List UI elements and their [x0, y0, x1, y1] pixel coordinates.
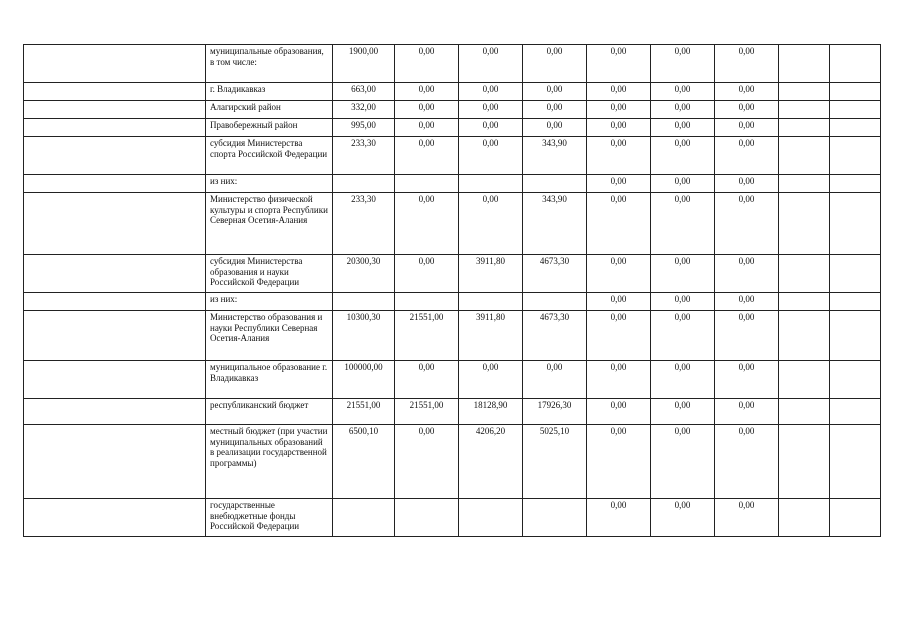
value-cell [779, 361, 830, 399]
value-cell: 0,00 [715, 83, 779, 101]
value-cell [779, 293, 830, 311]
value-cell: 0,00 [395, 137, 459, 175]
value-cell: 0,00 [651, 45, 715, 83]
value-cell: 0,00 [459, 83, 523, 101]
row-label: субсидия Министерства спорта Российской Федерации [206, 137, 333, 175]
row-blank-cell [24, 137, 206, 175]
value-cell: 0,00 [395, 83, 459, 101]
value-cell: 0,00 [651, 499, 715, 537]
value-cell: 0,00 [715, 361, 779, 399]
value-cell: 5025,10 [523, 425, 587, 499]
table-row [24, 175, 881, 193]
value-cell: 0,00 [715, 101, 779, 119]
value-cell: 0,00 [587, 101, 651, 119]
value-cell: 0,00 [651, 399, 715, 425]
table-row [24, 101, 881, 119]
value-cell [779, 83, 830, 101]
value-cell [830, 101, 881, 119]
row-label: Министерство физической культуры и спорта Республики Северная Осетия-Алания [206, 193, 333, 255]
row-blank-cell [24, 45, 206, 83]
value-cell [830, 137, 881, 175]
value-cell [830, 399, 881, 425]
value-cell: 0,00 [587, 45, 651, 83]
value-cell: 0,00 [651, 83, 715, 101]
table-row [24, 193, 881, 255]
value-cell: 4673,30 [523, 311, 587, 361]
row-blank-cell [24, 175, 206, 193]
table-row [24, 425, 881, 499]
row-label: из них: [206, 293, 333, 311]
value-cell: 233,30 [333, 137, 395, 175]
value-cell: 1900,00 [333, 45, 395, 83]
value-cell: 0,00 [459, 101, 523, 119]
value-cell [830, 311, 881, 361]
value-cell: 20300,30 [333, 255, 395, 293]
row-label: республиканский бюджет [206, 399, 333, 425]
value-cell: 0,00 [715, 255, 779, 293]
row-blank-cell [24, 311, 206, 361]
value-cell: 4673,30 [523, 255, 587, 293]
value-cell [830, 193, 881, 255]
value-cell [779, 101, 830, 119]
value-cell: 0,00 [459, 45, 523, 83]
value-cell: 0,00 [587, 175, 651, 193]
row-blank-cell [24, 293, 206, 311]
value-cell: 0,00 [587, 311, 651, 361]
value-cell: 6500,10 [333, 425, 395, 499]
value-cell: 0,00 [459, 119, 523, 137]
value-cell: 0,00 [459, 137, 523, 175]
value-cell: 100000,00 [333, 361, 395, 399]
value-cell: 18128,90 [459, 399, 523, 425]
value-cell: 3911,80 [459, 311, 523, 361]
value-cell: 0,00 [395, 255, 459, 293]
table-row [24, 255, 881, 293]
value-cell [830, 255, 881, 293]
value-cell: 0,00 [651, 119, 715, 137]
value-cell [779, 137, 830, 175]
row-label: государственные внебюджетные фонды Российской Федерации [206, 499, 333, 537]
table-row [24, 399, 881, 425]
value-cell [830, 293, 881, 311]
value-cell [333, 175, 395, 193]
value-cell [830, 83, 881, 101]
value-cell [779, 499, 830, 537]
value-cell: 0,00 [651, 175, 715, 193]
value-cell: 0,00 [587, 361, 651, 399]
value-cell: 0,00 [395, 425, 459, 499]
row-label: Министерство образования и науки Республики Северная Осетия-Алания [206, 311, 333, 361]
value-cell [395, 293, 459, 311]
value-cell: 21551,00 [395, 399, 459, 425]
value-cell [830, 175, 881, 193]
value-cell: 0,00 [651, 425, 715, 499]
value-cell: 0,00 [523, 83, 587, 101]
value-cell: 17926,30 [523, 399, 587, 425]
row-blank-cell [24, 499, 206, 537]
value-cell: 0,00 [715, 499, 779, 537]
value-cell [830, 45, 881, 83]
value-cell [779, 255, 830, 293]
row-label: г. Владикавказ [206, 83, 333, 101]
row-blank-cell [24, 193, 206, 255]
value-cell [830, 119, 881, 137]
value-cell [459, 499, 523, 537]
value-cell: 0,00 [715, 425, 779, 499]
table-row [24, 137, 881, 175]
row-label: из них: [206, 175, 333, 193]
value-cell: 0,00 [395, 45, 459, 83]
value-cell [779, 193, 830, 255]
value-cell: 0,00 [523, 119, 587, 137]
value-cell: 0,00 [587, 119, 651, 137]
row-blank-cell [24, 425, 206, 499]
value-cell [779, 119, 830, 137]
value-cell [830, 361, 881, 399]
value-cell: 0,00 [715, 311, 779, 361]
value-cell: 0,00 [587, 499, 651, 537]
row-blank-cell [24, 255, 206, 293]
value-cell: 0,00 [587, 399, 651, 425]
value-cell [779, 311, 830, 361]
value-cell: 0,00 [587, 255, 651, 293]
table-row [24, 361, 881, 399]
value-cell: 0,00 [651, 193, 715, 255]
value-cell [779, 175, 830, 193]
table-row [24, 83, 881, 101]
value-cell [779, 45, 830, 83]
value-cell [523, 499, 587, 537]
value-cell: 663,00 [333, 83, 395, 101]
row-blank-cell [24, 119, 206, 137]
value-cell: 0,00 [651, 293, 715, 311]
value-cell [830, 499, 881, 537]
row-label: муниципальное образование г. Владикавказ [206, 361, 333, 399]
value-cell: 3911,80 [459, 255, 523, 293]
budget-table [23, 44, 881, 537]
value-cell [779, 399, 830, 425]
table-row [24, 499, 881, 537]
value-cell: 0,00 [715, 293, 779, 311]
value-cell: 0,00 [587, 193, 651, 255]
row-label: Алагирский район [206, 101, 333, 119]
value-cell: 0,00 [587, 83, 651, 101]
value-cell: 21551,00 [333, 399, 395, 425]
value-cell: 0,00 [587, 425, 651, 499]
value-cell: 21551,00 [395, 311, 459, 361]
value-cell: 0,00 [715, 193, 779, 255]
value-cell [395, 175, 459, 193]
row-label: муниципальные образования, в том числе: [206, 45, 333, 83]
value-cell: 0,00 [651, 361, 715, 399]
value-cell: 332,00 [333, 101, 395, 119]
table-row [24, 311, 881, 361]
value-cell [523, 293, 587, 311]
value-cell [523, 175, 587, 193]
value-cell: 0,00 [651, 311, 715, 361]
value-cell [333, 499, 395, 537]
value-cell: 0,00 [715, 399, 779, 425]
value-cell: 0,00 [651, 255, 715, 293]
value-cell: 0,00 [587, 137, 651, 175]
value-cell: 0,00 [395, 193, 459, 255]
table-row [24, 45, 881, 83]
value-cell [459, 293, 523, 311]
budget-table-page [23, 44, 880, 537]
value-cell: 0,00 [459, 361, 523, 399]
row-blank-cell [24, 361, 206, 399]
value-cell [333, 293, 395, 311]
value-cell: 343,90 [523, 137, 587, 175]
value-cell: 0,00 [651, 137, 715, 175]
value-cell: 0,00 [715, 175, 779, 193]
row-blank-cell [24, 399, 206, 425]
value-cell: 0,00 [523, 101, 587, 119]
value-cell: 0,00 [395, 361, 459, 399]
row-label: местный бюджет (при участии муниципальных образований в реализации государственной программы) [206, 425, 333, 499]
value-cell: 0,00 [395, 119, 459, 137]
value-cell: 0,00 [651, 101, 715, 119]
row-blank-cell [24, 101, 206, 119]
row-label: субсидия Министерства образования и науки Российской Федерации [206, 255, 333, 293]
value-cell: 4206,20 [459, 425, 523, 499]
value-cell: 0,00 [523, 361, 587, 399]
table-row [24, 119, 881, 137]
value-cell: 0,00 [395, 101, 459, 119]
row-label: Правобережный район [206, 119, 333, 137]
value-cell: 0,00 [715, 119, 779, 137]
value-cell [395, 499, 459, 537]
value-cell: 0,00 [523, 45, 587, 83]
value-cell: 995,00 [333, 119, 395, 137]
value-cell: 0,00 [459, 193, 523, 255]
value-cell: 10300,30 [333, 311, 395, 361]
value-cell: 343,90 [523, 193, 587, 255]
value-cell: 0,00 [587, 293, 651, 311]
value-cell [779, 425, 830, 499]
value-cell [459, 175, 523, 193]
table-row [24, 293, 881, 311]
value-cell [830, 425, 881, 499]
value-cell: 0,00 [715, 137, 779, 175]
row-blank-cell [24, 83, 206, 101]
value-cell: 0,00 [715, 45, 779, 83]
value-cell: 233,30 [333, 193, 395, 255]
